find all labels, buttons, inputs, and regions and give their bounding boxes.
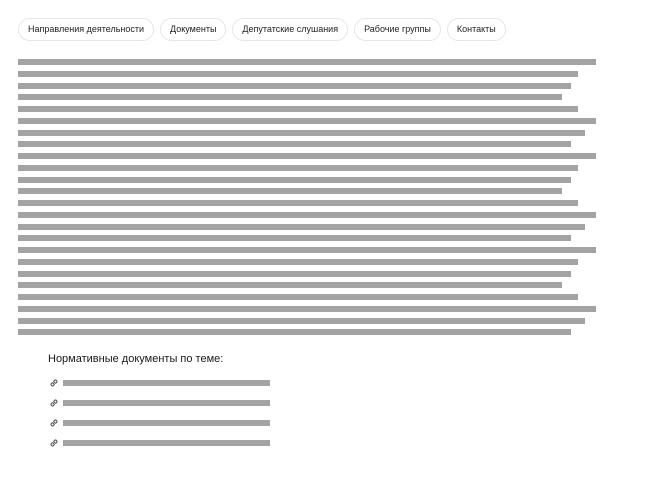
link-icon <box>48 377 60 389</box>
link-icon <box>48 437 60 449</box>
redacted-line <box>18 59 596 65</box>
tab-directions[interactable]: Направления деятельности <box>18 18 154 41</box>
redacted-text-block <box>18 59 598 341</box>
tab-hearings[interactable]: Депутатские слушания <box>232 18 348 41</box>
document-link[interactable] <box>48 433 270 453</box>
redacted-line <box>18 212 596 218</box>
link-icon <box>48 417 60 429</box>
redacted-line <box>18 282 562 288</box>
redacted-document-title <box>63 400 270 406</box>
redacted-document-title <box>63 420 270 426</box>
redacted-line <box>18 71 578 77</box>
redacted-line <box>18 165 578 171</box>
section-tabs <box>18 18 506 41</box>
redacted-line <box>18 224 585 230</box>
redacted-line <box>18 271 571 277</box>
related-documents <box>48 353 270 453</box>
redacted-document-title <box>63 380 270 386</box>
redacted-line <box>18 306 596 312</box>
redacted-line <box>18 83 571 89</box>
redacted-line <box>18 177 571 183</box>
redacted-document-title <box>63 440 270 446</box>
redacted-line <box>18 118 596 124</box>
tab-contacts[interactable]: Контакты <box>447 18 506 41</box>
redacted-line <box>18 94 562 100</box>
redacted-line <box>18 294 578 300</box>
redacted-line <box>18 329 571 335</box>
document-link[interactable] <box>48 393 270 413</box>
redacted-line <box>18 188 562 194</box>
redacted-line <box>18 141 571 147</box>
redacted-line <box>18 106 578 112</box>
redacted-line <box>18 200 578 206</box>
related-documents-title: Нормативные документы по теме: <box>48 353 224 365</box>
redacted-line <box>18 235 571 241</box>
redacted-line <box>18 318 585 324</box>
redacted-line <box>18 259 578 265</box>
document-link[interactable] <box>48 413 270 433</box>
redacted-line <box>18 153 596 159</box>
tab-working-groups[interactable]: Рабочие группы <box>354 18 441 41</box>
link-icon <box>48 397 60 409</box>
document-link[interactable] <box>48 373 270 393</box>
redacted-line <box>18 130 585 136</box>
tab-documents[interactable]: Документы <box>160 18 226 41</box>
redacted-line <box>18 247 596 253</box>
